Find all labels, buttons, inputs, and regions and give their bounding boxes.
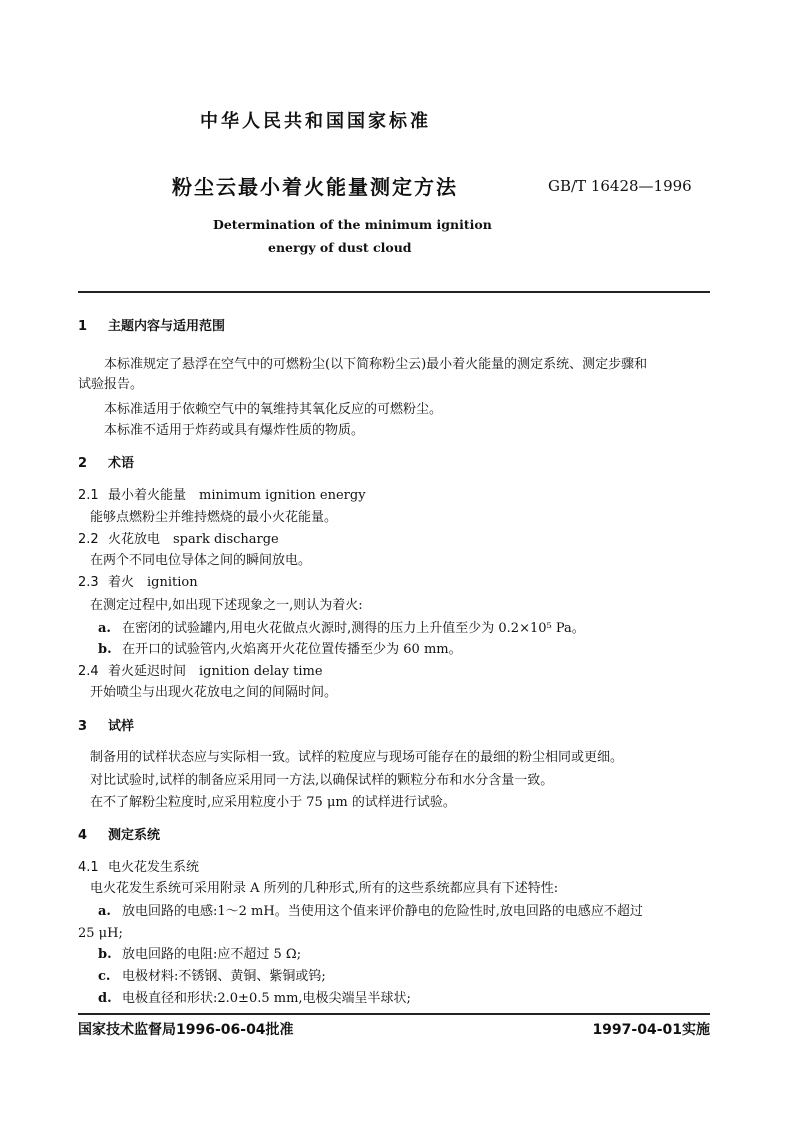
- footer-divider: [78, 1013, 710, 1015]
- list-item: d. 电极直径和形状:2.0±0.5 mm,电极尖端呈半球状;: [98, 991, 411, 1006]
- paragraph: 本标准适用于依赖空气中的氧维持其氧化反应的可燃粉尘。: [104, 402, 443, 417]
- paragraph: 制备用的试样状态应与实际相一致。试样的粒度应与现场可能存在的最细的粉尘相同或更细。: [90, 750, 624, 765]
- definition: 在测定过程中,如出现下述现象之一,则认为着火:: [90, 598, 363, 613]
- english-title-line1: Determination of the minimum ignition: [213, 217, 492, 232]
- paragraph: 对比试验时,试样的制备应采用同一方法,以确保试样的颗粒分布和水分含量一致。: [90, 773, 554, 788]
- term-2-4: 2.4 着火延迟时间 ignition delay time: [78, 664, 323, 679]
- term-2-1: 2.1 最小着火能量 minimum ignition energy: [78, 488, 366, 503]
- paragraph: 本标准规定了悬浮在空气中的可燃粉尘(以下简称粉尘云)最小着火能量的测定系统、测定步骤和: [104, 357, 648, 372]
- definition: 在两个不同电位导体之间的瞬间放电。: [90, 553, 312, 568]
- approval-date: 国家技术监督局1996-06-04批准: [78, 1022, 294, 1038]
- doc-title: 粉尘云最小着火能量测定方法: [172, 175, 458, 199]
- list-item: b. 放电回路的电阻:应不超过 5 Ω;: [98, 947, 302, 962]
- section-4-heading: 4 测定系统: [78, 828, 161, 843]
- section-2-heading: 2 术语: [78, 456, 135, 471]
- list-item: b. 在开口的试验管内,火焰离开火花位置传播至少为 60 mm。: [98, 642, 462, 657]
- paragraph: 在不了解粉尘粒度时,应采用粒度小于 75 μm 的试样进行试验。: [90, 795, 456, 810]
- section-1-heading: 1 主题内容与适用范围: [78, 319, 226, 334]
- paragraph: 试验报告。: [78, 377, 144, 392]
- english-title-line2: energy of dust cloud: [268, 240, 412, 255]
- section-3-heading: 3 试样: [78, 719, 135, 734]
- list-item: a. 放电回路的电感:1～2 mH。当使用这个值来评价静电的危险性时,放电回路的电感应不超过: [98, 904, 643, 919]
- paragraph: 本标准不适用于炸药或具有爆炸性质的物质。: [104, 423, 365, 438]
- list-item-continuation: 25 μH;: [78, 926, 123, 941]
- term-2-3: 2.3 着火 ignition: [78, 575, 198, 590]
- term-2-2: 2.2 火花放电 spark discharge: [78, 532, 279, 547]
- standard-code: GB/T 16428—1996: [548, 177, 692, 195]
- list-item: a. 在密闭的试验罐内,用电火花做点火源时,测得的压力上升值至少为 0.2×10⁵ Pa。: [98, 621, 585, 636]
- definition: 能够点燃粉尘并维持燃烧的最小火花能量。: [90, 510, 338, 525]
- issuing-org: 中华人民共和国国家标准: [200, 111, 431, 132]
- paragraph: 电火花发生系统可采用附录 A 所列的几种形式,所有的这些系统都应具有下述特性:: [90, 881, 559, 896]
- definition: 开始喷尘与出现火花放电之间的间隔时间。: [90, 685, 338, 700]
- list-item: c. 电极材料:不锈钢、黄铜、紫铜或钨;: [98, 969, 326, 984]
- header-divider: [78, 291, 710, 293]
- effective-date: 1997-04-01实施: [592, 1022, 710, 1038]
- subsection-4-1: 4.1 电火花发生系统: [78, 860, 200, 875]
